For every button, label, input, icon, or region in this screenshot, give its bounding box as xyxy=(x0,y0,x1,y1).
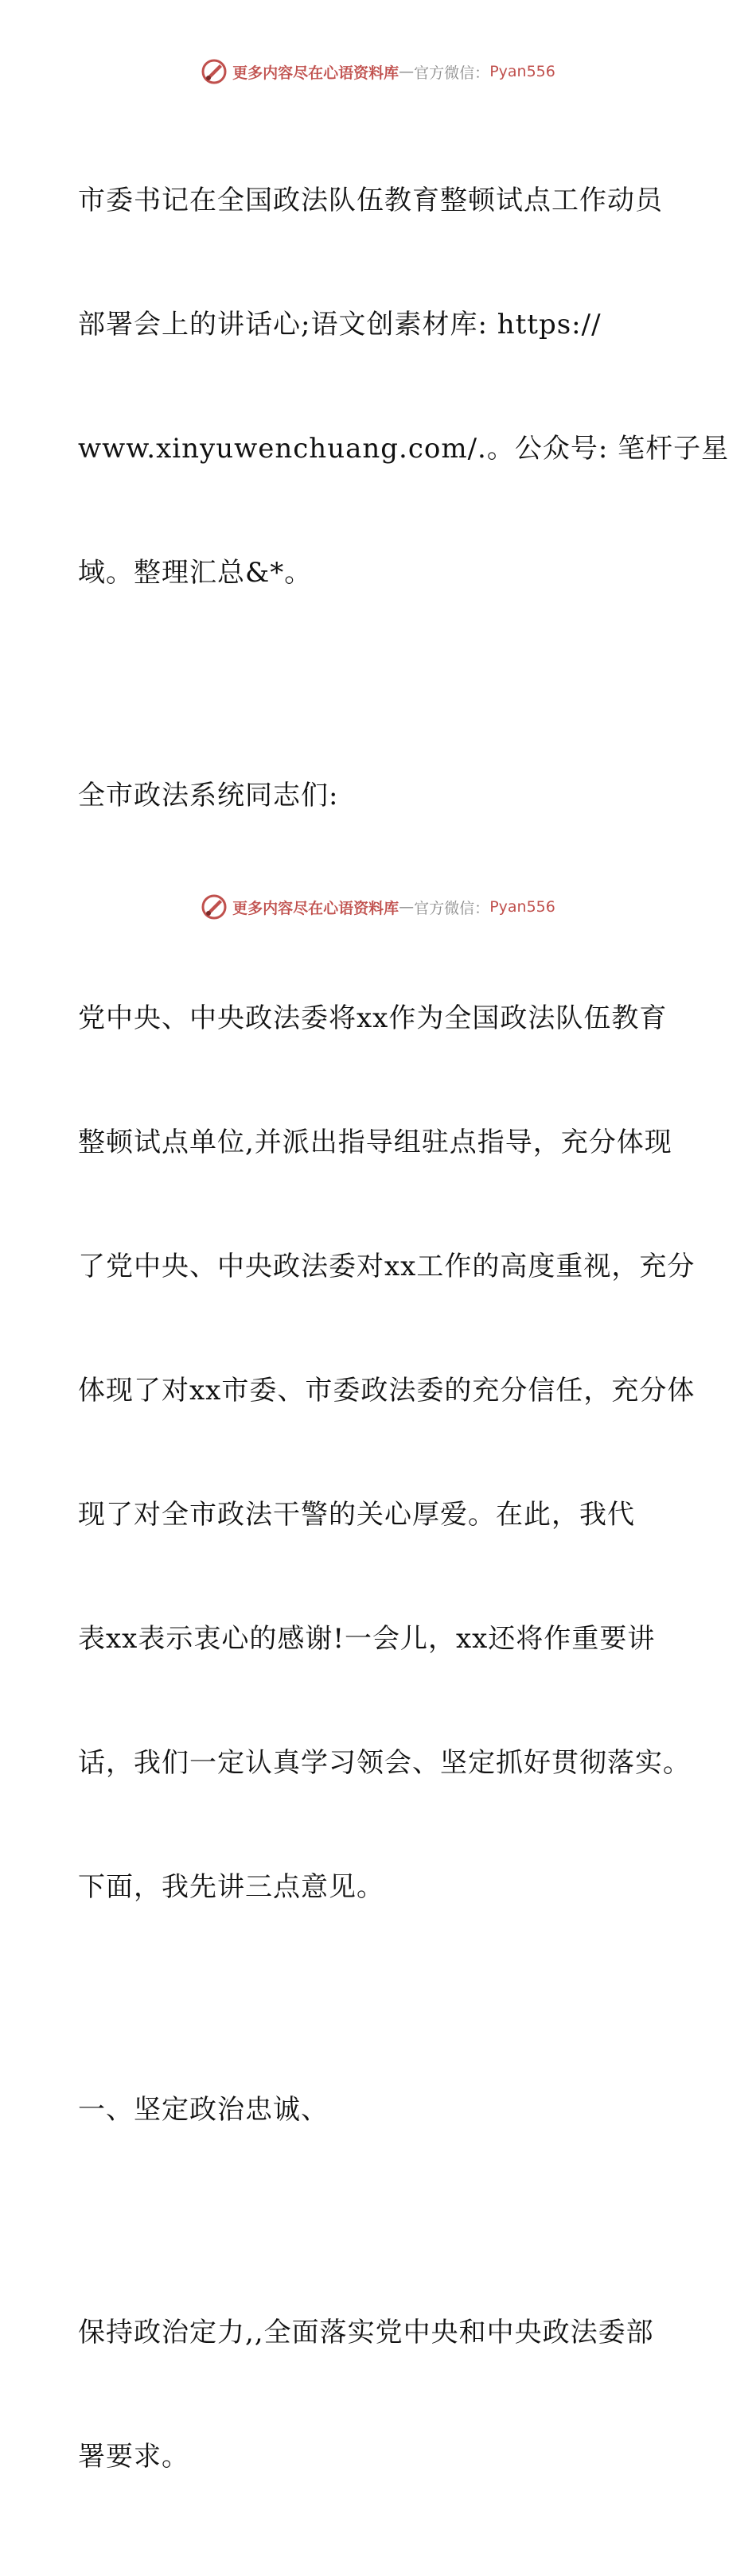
section-heading xyxy=(78,2006,683,2213)
intro-line: 话，我们一定认真学习领会、坚定抓好贯彻落实。 xyxy=(78,1747,691,1779)
watermark-separator: — xyxy=(399,898,415,916)
intro-line: 了党中央、中央政法委对xx工作的高度重视，充分 xyxy=(78,1251,696,1282)
salutation xyxy=(78,692,683,899)
watermark-account: Pyan556 xyxy=(489,63,555,80)
watermark-account: Pyan556 xyxy=(489,898,555,916)
intro-line: 体现了对xx市委、市委政法委的充分信任，充分体 xyxy=(78,1375,696,1407)
footer-watermark xyxy=(0,891,756,923)
brush-logo-icon xyxy=(201,893,228,920)
watermark-label: 官方微信： xyxy=(414,64,490,82)
watermark-separator: — xyxy=(399,63,415,80)
title-line: 市委书记在全国政法队伍教育整顿试点工作动员 xyxy=(78,185,663,216)
salutation-line: 全市政法系统同志们: xyxy=(78,780,339,811)
header-watermark xyxy=(0,56,756,88)
watermark-text: 更多内容尽在心语资料库 xyxy=(232,64,399,82)
intro-line: 现了对全市政法干警的关心厚爱。在此，我代 xyxy=(78,1499,635,1531)
intro-paragraph xyxy=(78,915,696,1990)
brush-logo-icon xyxy=(201,58,228,85)
document-body xyxy=(78,97,730,2576)
document-title xyxy=(78,97,730,676)
title-line: 域。整理汇总&*。 xyxy=(78,557,313,589)
intro-line: 表xx表示衷心的感谢!一会儿，xx还将作重要讲 xyxy=(78,1623,656,1655)
title-line: www.xinyuwenchuang.com/.。公众号: 笔杆子星 xyxy=(78,433,730,465)
intro-line: 党中央、中央政法委将xx作为全国政法队伍教育 xyxy=(78,1002,668,1034)
intro-line: 下面，我先讲三点意见。 xyxy=(78,1871,384,1903)
title-line: 部署会上的讲话心;语文创素材库: https:// xyxy=(78,309,602,340)
section-line: 保持政治定力,,全面落实党中央和中央政法委部 xyxy=(78,2317,654,2348)
watermark-label: 官方微信： xyxy=(414,899,490,917)
watermark-text: 更多内容尽在心语资料库 xyxy=(232,899,399,917)
section-heading-line: 一、坚定政治忠诚、 xyxy=(78,2094,329,2126)
section-line: 署要求。 xyxy=(78,2441,189,2473)
intro-line: 整顿试点单位,并派出指导组驻点指导，充分体现 xyxy=(78,1127,672,1158)
section-paragraph xyxy=(78,2229,683,2560)
